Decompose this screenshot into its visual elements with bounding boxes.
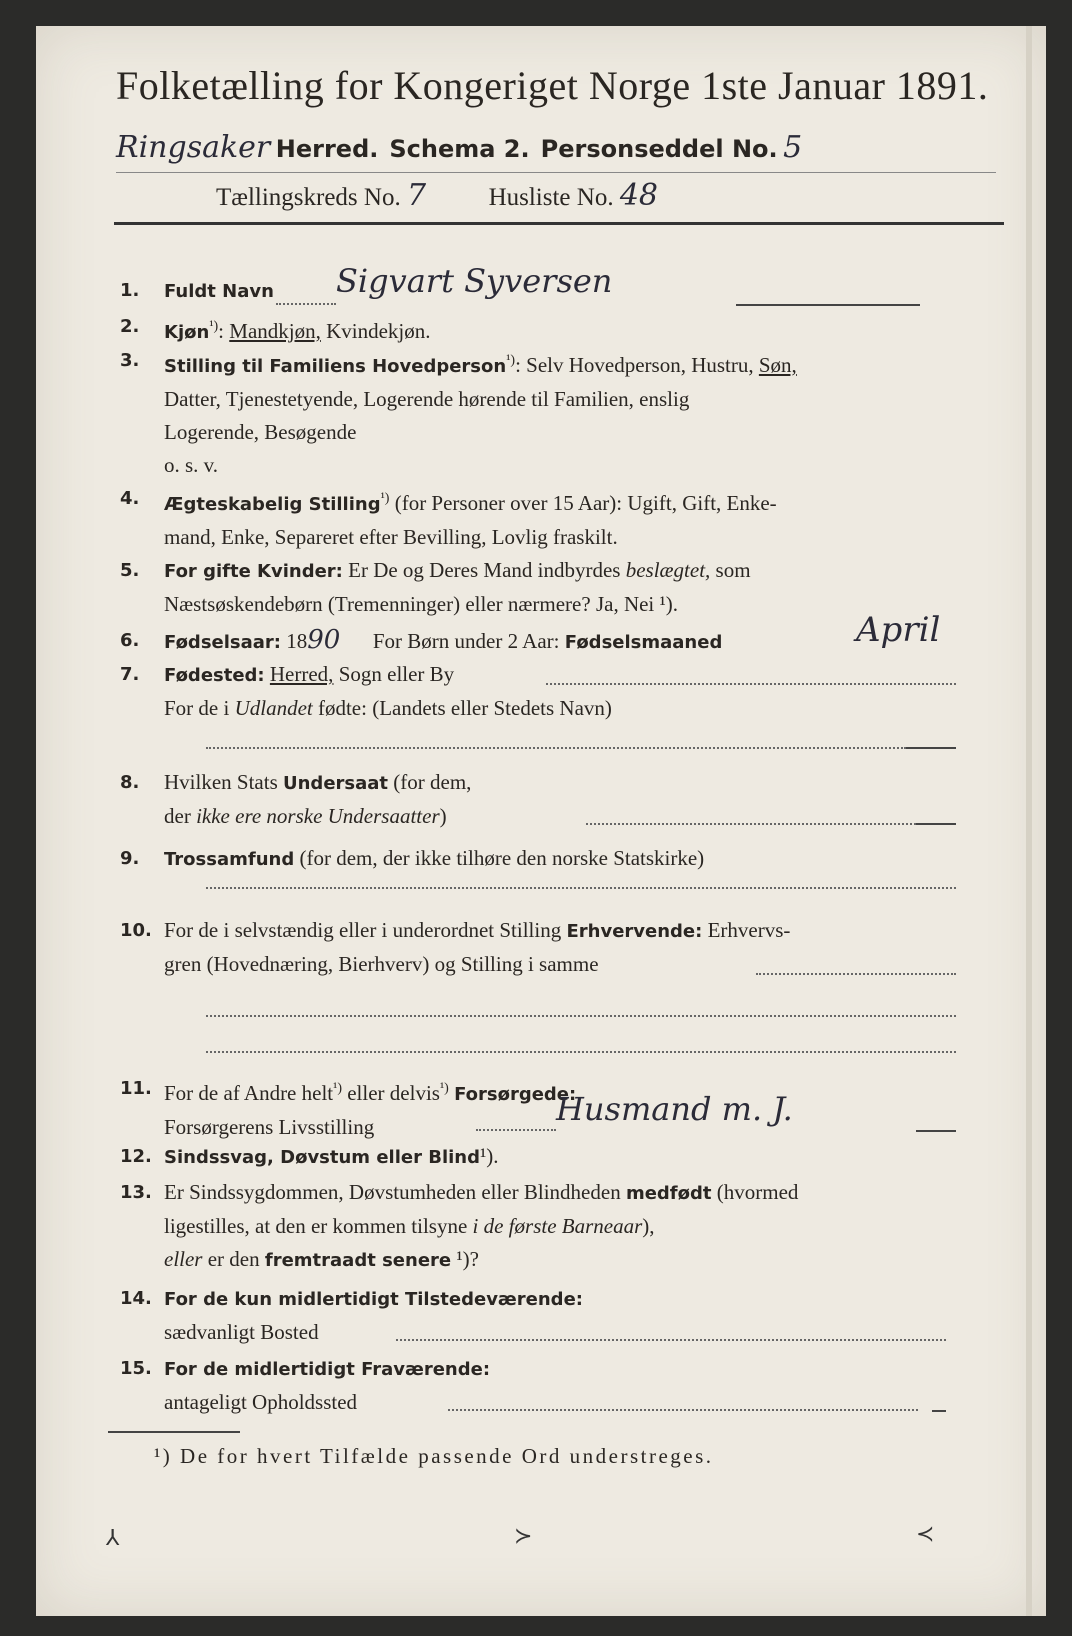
superscript: ¹)	[380, 491, 390, 506]
item-number: 2.	[120, 316, 140, 337]
personseddel-no: 5	[783, 130, 803, 165]
husliste-no: 48	[619, 178, 658, 213]
item-3-text-2: Datter, Tjenestetyende, Logerende hørende til Familien, enslig	[164, 387, 690, 411]
corner-mark-icon: ⅄	[106, 1526, 120, 1551]
item-5-text: Er De og Deres Mand indbyrdes	[348, 558, 621, 582]
item-number: 4.	[120, 488, 140, 509]
item-3-text-4: o. s. v.	[164, 453, 219, 477]
answer-name: Sigvart Syversen	[336, 262, 613, 300]
item-3	[120, 344, 1000, 476]
item-number: 13.	[120, 1182, 152, 1203]
label-gifte-kvinder: For gifte Kvinder:	[164, 561, 343, 582]
item-number: 10.	[120, 920, 152, 941]
item-13-text-3c: ¹)?	[456, 1247, 479, 1271]
item-4-text-2: mand, Enke, Separeret efter Bevilling, Lovlig fraskilt.	[164, 525, 618, 549]
answer-line	[736, 304, 920, 306]
label-fodested: Fødested:	[164, 665, 265, 686]
item-number: 7.	[120, 664, 140, 685]
answer-line	[916, 1130, 956, 1132]
answer-line	[932, 1410, 946, 1412]
item-number: 9.	[120, 848, 140, 869]
year-prefix: 18	[286, 629, 308, 653]
item-11-text-2: Forsørgerens Livsstilling	[164, 1115, 375, 1139]
item-7-text: Sogn eller By	[338, 662, 455, 686]
answer-birth-month: April	[856, 610, 941, 650]
label-forsorgede: Forsørgede:	[454, 1084, 577, 1105]
label-fodselsmaaned: Fødselsmaaned	[564, 632, 723, 653]
item-8-text-2a: der	[164, 804, 191, 828]
item-13-text: Er Sindssygdommen, Døvstumheden eller Blindheden	[164, 1180, 621, 1204]
corner-mark-icon: ≺	[916, 1522, 935, 1547]
item-10-text: For de i selvstændig eller i underordnet Stilling	[164, 918, 562, 942]
herred-label: Herred.	[275, 135, 379, 163]
item-13-italic: i de første Barneaar	[472, 1214, 643, 1238]
dotted-fill	[476, 1128, 556, 1131]
dotted-fill	[448, 1408, 918, 1411]
answer-line	[916, 823, 956, 825]
item-number: 5.	[120, 560, 140, 581]
dotted-fill	[206, 746, 906, 749]
item-10-text-b: Erhvervs-	[707, 918, 791, 942]
label-undersaat: Undersaat	[283, 773, 389, 794]
form-title: Folketælling for Kongeriget Norge 1ste Januar 1891.	[116, 63, 989, 108]
answer-birth-year: 90	[307, 625, 341, 655]
option-kvindekjon: Kvindekjøn.	[326, 319, 431, 343]
dotted-fill	[206, 1014, 956, 1017]
label-medfodt: medfødt	[625, 1183, 712, 1204]
header-line-herred	[116, 130, 802, 165]
label-sindssvag: Sindssvag, Døvstum eller Blind	[164, 1147, 480, 1168]
personseddel-label: Personseddel No.	[540, 135, 778, 163]
item-13-text-b: (hvormed	[716, 1180, 799, 1204]
item-14-text: sædvanligt Bosted	[164, 1320, 319, 1344]
label-tilstedevaerende: For de kun midlertidigt Tilstedeværende:	[164, 1289, 583, 1310]
item-3-text-3: Logerende, Besøgende	[164, 420, 357, 444]
item-15-text: antageligt Opholdssted	[164, 1390, 358, 1414]
item-6-text: For Børn under 2 Aar:	[372, 629, 560, 653]
item-number: 8.	[120, 772, 140, 793]
item-number: 14.	[120, 1288, 152, 1309]
label-stilling: Stilling til Familiens Hovedperson	[164, 356, 507, 377]
answer-forsorger: Husmand m. J.	[556, 1090, 793, 1128]
page-edge	[1026, 26, 1032, 1616]
item-12	[120, 1140, 1000, 1174]
label-fravaerende: For de midlertidigt Fraværende:	[164, 1359, 491, 1380]
item-5-text-b: som	[715, 558, 751, 582]
item-7-text-2a: For de i	[164, 696, 230, 720]
header-line-kreds	[216, 178, 658, 213]
label-aegteskabelig: Ægteskabelig Stilling	[164, 494, 381, 515]
superscript: ¹).	[479, 1144, 499, 1168]
superscript: ¹)	[506, 353, 516, 368]
item-7	[120, 658, 1000, 724]
item-2: 2. Kjøn$^{^1)}$: Mandkjøn, Kvindekjøn.	[120, 310, 1000, 344]
item-number: 11.	[120, 1078, 152, 1099]
superscript: ¹)	[209, 319, 219, 334]
item-5-italic: beslægtet,	[625, 558, 711, 582]
item-13-text-3b: er den	[207, 1247, 260, 1271]
item-13-text-2a: ligestilles, at den er kommen tilsyne	[164, 1214, 468, 1238]
dotted-fill	[546, 682, 956, 685]
item-number: 1.	[120, 280, 140, 301]
label-fodselsaar: Fødselsaar:	[164, 632, 281, 653]
item-number: 15.	[120, 1358, 152, 1379]
item-13-text-3a: eller	[164, 1247, 203, 1271]
item-4	[120, 482, 1000, 548]
item-10-text-2: gren (Hovednæring, Bierhverv) og Stilling i samme	[164, 952, 599, 976]
item-7-text-2b: fødte: (Landets eller Stedets Navn)	[317, 696, 612, 720]
label-fuldt-navn: Fuldt Navn	[164, 281, 274, 302]
item-8: 8. Hvilken Stats Undersaat (for dem, der ikke ere norske Undersaatter)	[120, 766, 1000, 832]
item-11: 11. For de af Andre helt$^{^1)}$ eller delvis$^{^1)}$ Forsørgede: Forsørgerens Livsstilling	[120, 1072, 1000, 1138]
dotted-fill	[276, 302, 336, 305]
item-number: 3.	[120, 350, 140, 371]
option-mandkjon: Mandkjøn,	[229, 319, 321, 343]
item-number: 6.	[120, 630, 140, 651]
husliste-label: Husliste No.	[488, 184, 614, 211]
item-13: 13. Er Sindssygdommen, Døvstumheden eller Blindheden medfødt (hvormed ligestilles, at den er kommen tilsyne i de første Barneaar), eller er den fremtraadt senere ¹)?	[120, 1176, 1000, 1276]
item-5-text-2: Næstsøskendebørn (Tremenninger) eller nærmere? Ja, Nei ¹).	[164, 592, 679, 616]
center-mark-icon: ≻	[514, 1524, 533, 1549]
item-3-text: : Selv Hovedperson, Hustru,	[515, 353, 754, 377]
item-10	[120, 914, 1000, 980]
taellingskreds-no: 7	[406, 178, 427, 213]
item-11-text-b: eller delvis	[347, 1081, 440, 1105]
dotted-fill	[396, 1338, 946, 1341]
dotted-fill	[206, 1050, 956, 1053]
footnote: ¹) De for hvert Tilfælde passende Ord understreges.	[154, 1444, 714, 1468]
option-herred: Herred,	[269, 662, 334, 686]
answer-line	[906, 747, 956, 749]
label-kjon: Kjøn	[164, 322, 210, 343]
item-9	[120, 842, 1000, 876]
item-9-text: (for dem, der ikke tilhøre den norske Statskirke)	[299, 846, 705, 870]
item-7-italic: Udlandet	[234, 696, 313, 720]
header-rule	[114, 222, 1004, 225]
census-form-page	[36, 26, 1046, 1616]
item-number: 12.	[120, 1146, 152, 1167]
label-trossamfund: Trossamfund	[164, 849, 295, 870]
dotted-fill	[206, 886, 956, 889]
item-4-text: (for Personer over 15 Aar): Ugift, Gift, Enke-	[394, 491, 777, 515]
item-8-text-b: (for dem,	[393, 770, 472, 794]
label-erhvervende: Erhvervende:	[566, 921, 703, 942]
item-8-text: Hvilken Stats	[164, 770, 278, 794]
herred-handwritten: Ringsaker	[116, 130, 271, 165]
footnote-rule	[108, 1431, 240, 1433]
option-son: Søn,	[758, 353, 797, 377]
schema-label: Schema 2.	[389, 135, 530, 163]
item-8-italic: ikke ere norske Undersaatter	[196, 804, 440, 828]
item-11-text: For de af Andre helt	[164, 1081, 334, 1105]
dotted-fill	[586, 822, 916, 825]
label-fremtraadt: fremtraadt senere	[264, 1250, 452, 1271]
taellingskreds-label: Tællingskreds No.	[216, 184, 401, 211]
header-underline	[116, 172, 996, 173]
dotted-fill	[756, 972, 956, 975]
